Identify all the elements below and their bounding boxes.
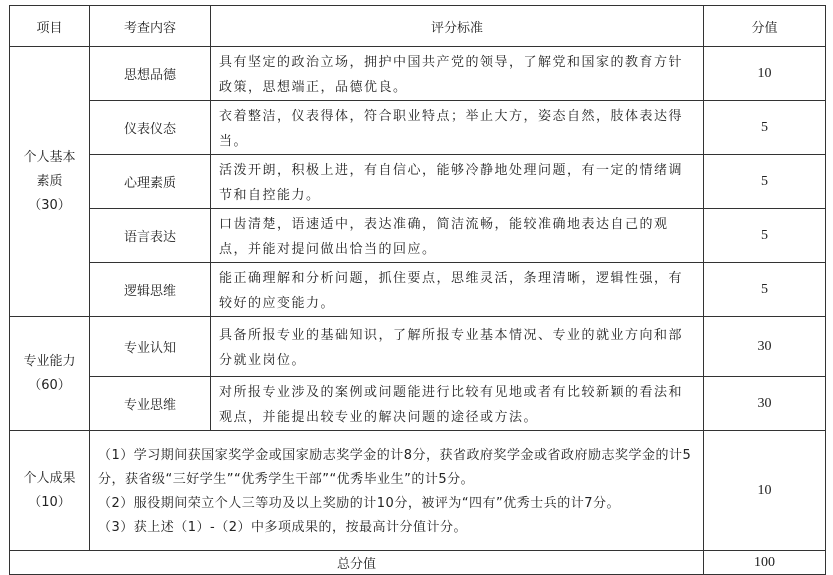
criteria-cell: 具备所报专业的基础知识，了解所报专业基本情况、专业的就业方向和部分就业岗位。 xyxy=(211,317,704,377)
content-cell: 逻辑思维 xyxy=(90,263,211,317)
table-row xyxy=(10,431,826,551)
category-weight: （30） xyxy=(28,197,71,213)
achievement-item: （2）服役期间荣立个人三等功及以上奖励的计10分，被评为“四有”优秀士兵的计7分。 xyxy=(98,495,621,511)
table-row xyxy=(10,209,826,263)
criteria-cell: 能正确理解和分析问题，抓住要点，思维灵活，条理清晰，逻辑性强，有较好的应变能力。 xyxy=(211,263,704,317)
category-label: 个人成果 xyxy=(23,470,76,486)
category-label: 专业能力 xyxy=(23,353,76,369)
header-criteria: 评分标准 xyxy=(211,6,704,47)
score-cell: 10 xyxy=(704,431,826,551)
category-label: 个人基本 xyxy=(23,149,76,165)
header-item: 项目 xyxy=(10,6,90,47)
category-personal-achievements xyxy=(10,431,90,551)
category-professional-ability xyxy=(10,317,90,431)
content-cell: 专业认知 xyxy=(90,317,211,377)
content-cell: 心理素质 xyxy=(90,155,211,209)
score-cell: 30 xyxy=(704,377,826,431)
header-content: 考查内容 xyxy=(90,6,211,47)
criteria-cell: 对所报专业涉及的案例或问题能进行比较有见地或者有比较新颖的看法和观点，并能提出较专业的解决问题的途径或方法。 xyxy=(211,377,704,431)
criteria-cell: 口齿清楚，语速适中，表达准确，简洁流畅，能较准确地表达自己的观点，并能对提问做出恰当的回应。 xyxy=(211,209,704,263)
table-row xyxy=(10,317,826,377)
header-row xyxy=(10,6,826,47)
total-label: 总分值 xyxy=(10,551,704,575)
content-cell: 语言表达 xyxy=(90,209,211,263)
score-cell: 5 xyxy=(704,155,826,209)
score-cell: 30 xyxy=(704,317,826,377)
achievement-item: （1）学习期间获国家奖学金或国家励志奖学金的计8分，获省政府奖学金或省政府励志奖学金的计5分，获省级“三好学生”“优秀学生干部”“优秀毕业生”的计5分。 xyxy=(98,447,692,487)
table-row xyxy=(10,377,826,431)
score-cell: 5 xyxy=(704,101,826,155)
scoring-table xyxy=(9,5,826,575)
content-cell: 专业思维 xyxy=(90,377,211,431)
table-row xyxy=(10,47,826,101)
criteria-cell: 具有坚定的政治立场，拥护中国共产党的领导，了解党和国家的教育方针政策，思想端正，品德优良。 xyxy=(211,47,704,101)
criteria-cell: 活泼开朗，积极上进，有自信心，能够冷静地处理问题，有一定的情绪调节和自控能力。 xyxy=(211,155,704,209)
content-cell: 仪表仪态 xyxy=(90,101,211,155)
score-cell: 5 xyxy=(704,263,826,317)
score-cell: 5 xyxy=(704,209,826,263)
content-cell: 思想品德 xyxy=(90,47,211,101)
score-cell: 10 xyxy=(704,47,826,101)
category-weight: （60） xyxy=(28,377,71,393)
category-weight: （10） xyxy=(28,494,71,510)
criteria-cell: 衣着整洁，仪表得体，符合职业特点；举止大方，姿态自然，肢体表达得当。 xyxy=(211,101,704,155)
total-row xyxy=(10,551,826,575)
category-label: 素质 xyxy=(36,173,63,189)
header-score: 分值 xyxy=(704,6,826,47)
total-score: 100 xyxy=(704,551,826,575)
table-row xyxy=(10,263,826,317)
table-row xyxy=(10,101,826,155)
achievement-item: （3）获上述（1）-（2）中多项成果的，按最高计分值计分。 xyxy=(98,519,468,535)
category-basic-quality xyxy=(10,47,90,317)
achievements-criteria xyxy=(90,431,704,551)
table-row xyxy=(10,155,826,209)
